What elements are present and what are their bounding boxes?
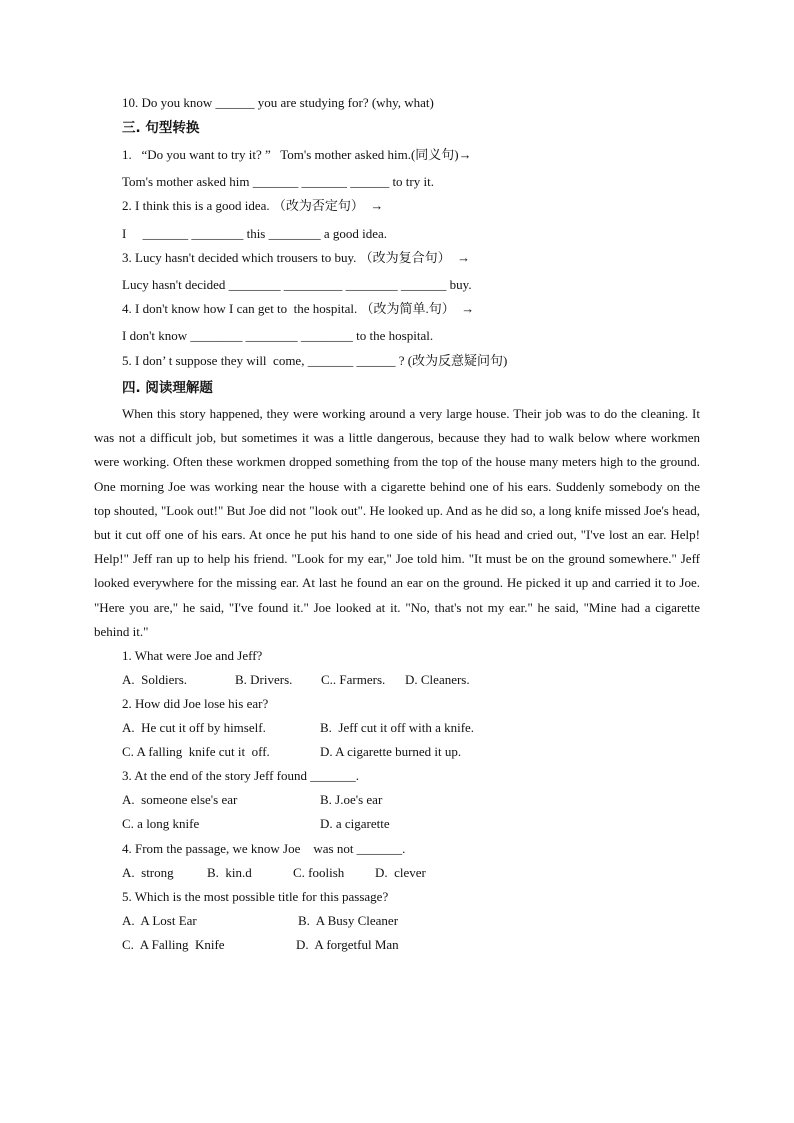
reading-q1: 1. What were Joe and Jeff? xyxy=(122,648,263,663)
reading-q5-option-a: A. A Lost Ear xyxy=(122,913,197,928)
transform-a3: Lucy hasn't decided ________ _________ ________ _______ buy. xyxy=(122,277,472,292)
reading-q1-option-c: C.. Farmers. xyxy=(321,672,386,687)
transform-q1: 1. “Do you want to try it? ” Tom's mother asked him.(同义句)→ xyxy=(122,147,472,162)
reading-q4-option-d: D. clever xyxy=(375,865,426,880)
reading-q2: 2. How did Joe lose his ear? xyxy=(122,696,269,711)
transform-q2: 2. I think this is a good idea. （改为否定句） → xyxy=(122,198,384,213)
reading-q1-option-b: B. Drivers. xyxy=(235,672,293,687)
reading-q4-option-a: A. strong xyxy=(122,865,174,880)
transform-q4: 4. I don't know how I can get to the hospital. （改为简单.句） → xyxy=(122,301,475,316)
question-10: 10. Do you know ______ you are studying for? (why, what) xyxy=(122,95,434,110)
reading-q3-option-b: B. J.oe's ear xyxy=(320,792,383,807)
transform-a2: I _______ ________ this ________ a good idea. xyxy=(122,226,388,241)
reading-q2-option-a: A. He cut it off by himself. xyxy=(122,720,266,735)
reading-q1-option-a: A. Soldiers. xyxy=(122,672,187,687)
reading-q2-option-d: D. A cigarette burned it up. xyxy=(320,744,462,759)
section-4-heading: 四. 阅读理解题 xyxy=(122,380,213,396)
reading-q1-option-d: D. Cleaners. xyxy=(405,672,470,687)
reading-q4-option-b: B. kin.d xyxy=(207,865,252,880)
section-3-heading: 三. 句型转换 xyxy=(122,120,200,136)
reading-q4-option-c: C. foolish xyxy=(293,865,345,880)
reading-q4: 4. From the passage, we know Joe was not _______. xyxy=(122,841,406,856)
transform-q5: 5. I don’ t suppose they will come, _______ ______ ? (改为反意疑问句) xyxy=(122,353,508,368)
reading-q5: 5. Which is the most possible title for this passage? xyxy=(122,889,389,904)
reading-q2-option-b: B. Jeff cut it off with a knife. xyxy=(320,720,475,735)
reading-passage: When this story happened, they were working around a very large house. Their job was to do the cleaning. It was not a difficult job, but sometimes it was a little dangerous, because they had to walk below where workmen were working. Often these workmen dropped something from the top of the house many meters high to the ground. One morning Joe was working near the house with a cigarette behind one of his ears. Suddenly somebody on the top shouted, "Look out!" But Joe did not "look out". He looked up. And as he did so, a long knife missed Joe's head, but it cut off one of his ears. At once he put his hand to one side of his head and cried out, "I've lost an ear. Help! Help!" Jeff ran up to help his friend. "Look for my ear," Joe told him. "It must be on the ground somewhere." Jeff looked everywhere for the missing ear. At last he found an ear on the ground. He picked it up and carried it to Joe. "Here you are," he said, "I've found it." Joe looked at it. "No, that's not my ear." he said, "Mine had a cigarette behind it." xyxy=(94,406,700,639)
reading-q3: 3. At the end of the story Jeff found _______. xyxy=(122,768,359,783)
transform-a4: I don't know ________ ________ ________ to the hospital. xyxy=(122,328,434,343)
transform-a1: Tom's mother asked him _______ _______ ______ to try it. xyxy=(122,174,434,189)
reading-q3-option-c: C. a long knife xyxy=(122,816,200,831)
reading-q3-option-a: A. someone else's ear xyxy=(122,792,238,807)
reading-q5-option-d: D. A forgetful Man xyxy=(296,937,399,952)
reading-q3-option-d: D. a cigarette xyxy=(320,816,390,831)
reading-q5-option-b: B. A Busy Cleaner xyxy=(298,913,399,928)
reading-q5-option-c: C. A Falling Knife xyxy=(122,937,225,952)
reading-q2-option-c: C. A falling knife cut it off. xyxy=(122,744,270,759)
transform-q3: 3. Lucy hasn't decided which trousers to buy. （改为复合句） → xyxy=(122,250,471,265)
